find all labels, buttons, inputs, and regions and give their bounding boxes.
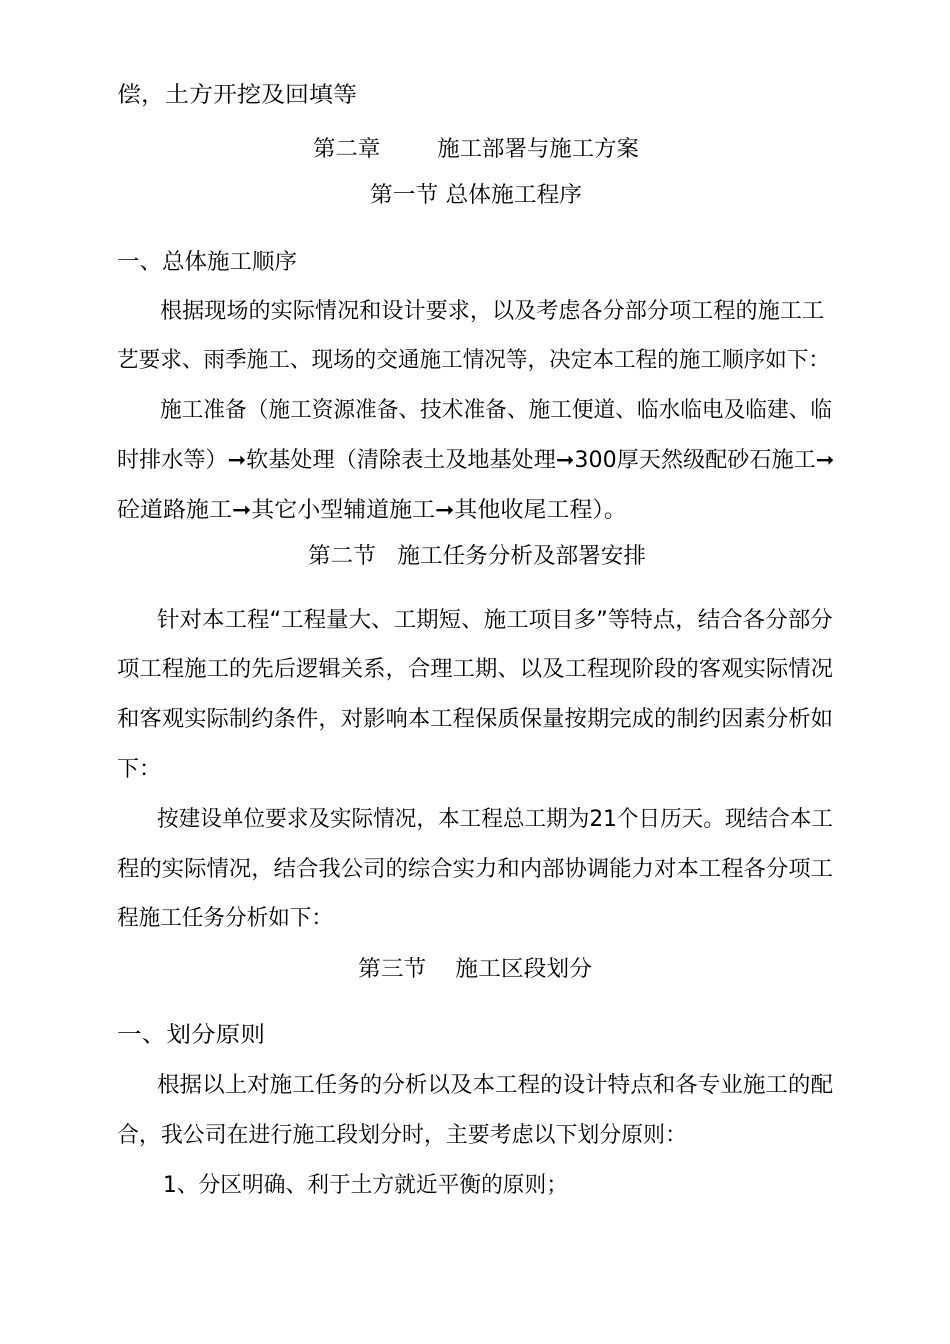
paragraph-line: 针对本工程“工程量大、工期短、施工项目多”等特点，结合各分部分 <box>157 608 833 633</box>
paragraph-line: 根据现场的实际情况和设计要求，以及考虑各分部分项工程的施工工 <box>160 299 825 324</box>
subsection-heading: 一、总体施工顺序 <box>117 250 298 275</box>
paragraph-line: 和客观实际制约条件，对影响本工程保质保量按期完成的制约因素分析如 <box>117 707 834 732</box>
subsection-heading: 一、划分原则 <box>117 1023 266 1048</box>
section-heading: 第二节 施工任务分析及部署安排 <box>308 544 646 569</box>
paragraph-line: 下： <box>117 757 162 782</box>
paragraph-line: 按建设单位要求及实际情况，本工程总工期为21个日历天。现结合本工 <box>157 807 833 832</box>
paragraph-line: 艺要求、雨季施工、现场的交通施工情况等，决定本工程的施工顺序如下： <box>117 348 831 373</box>
section-heading: 第一节 总体施工程序 <box>370 183 582 208</box>
paragraph-line: 合，我公司在进行施工段划分时，主要考虑以下划分原则： <box>117 1123 688 1148</box>
chapter-heading: 第二章 施工部署与施工方案 <box>313 137 639 162</box>
paragraph-line: 项工程施工的先后逻辑关系，合理工期、以及工程现阶段的客观实际情况 <box>117 657 834 682</box>
list-item: 1、分区明确、利于土方就近平衡的原则； <box>163 1173 568 1198</box>
paragraph-line: 根据以上对施工任务的分析以及本工程的设计特点和各专业施工的配 <box>157 1073 834 1098</box>
paragraph-line: 施工准备（施工资源准备、技术准备、施工便道、临水临电及临建、临 <box>160 398 833 423</box>
paragraph-line: 时排水等）➞软基处理（清除表土及地基处理➞300厚天然级配砂石施工➞ <box>117 448 835 473</box>
paragraph-line: 程施工任务分析如下： <box>117 906 334 931</box>
continuation-line: 偿，土方开挖及回填等 <box>117 83 358 108</box>
paragraph-line: 砼道路施工➞其它小型辅道施工➞其他收尾工程）。 <box>117 498 627 523</box>
paragraph-line: 程的实际情况，结合我公司的综合实力和内部协调能力对本工程各分项工 <box>117 857 834 882</box>
section-heading: 第三节 施工区段划分 <box>358 957 592 982</box>
